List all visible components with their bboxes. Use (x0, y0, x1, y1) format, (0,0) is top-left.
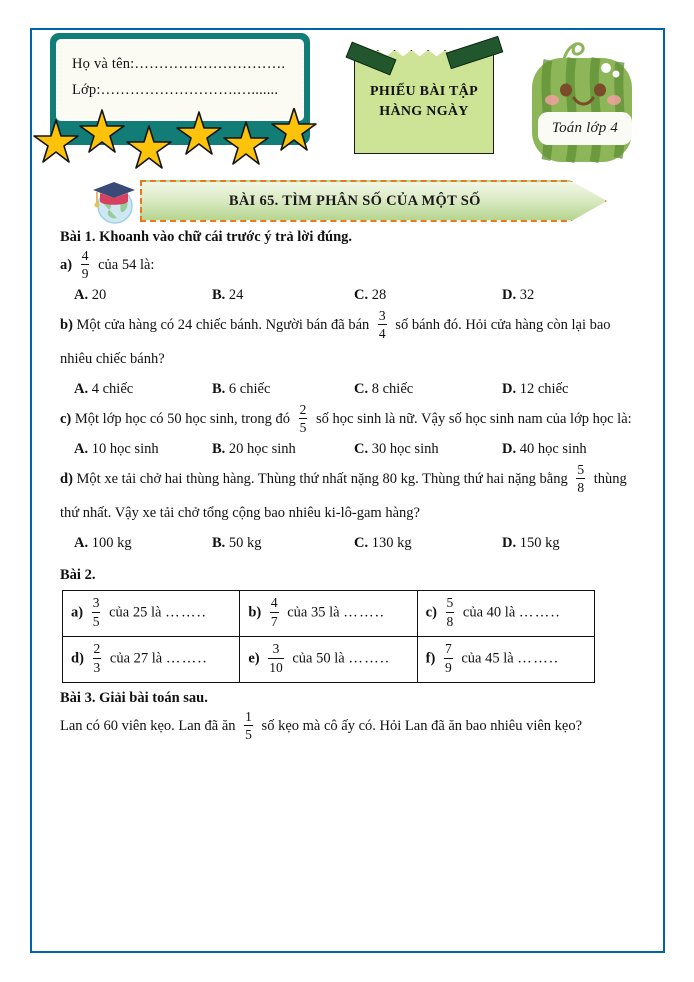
worksheet-body (32, 226, 667, 743)
bai2-heading: Bài 2. (60, 567, 96, 583)
answer-blank[interactable]: …….. (348, 650, 391, 667)
option-value: 12 chiếc (519, 381, 569, 397)
student-info-inner (56, 39, 304, 121)
cell-label: e) (248, 650, 260, 667)
option-b[interactable] (212, 376, 354, 402)
cell-label: b) (248, 604, 262, 621)
fraction-bar (93, 658, 102, 659)
watermelon-mascot (524, 40, 644, 168)
fraction-denominator: 10 (269, 659, 283, 675)
part-label-d: d) (60, 471, 73, 487)
fraction-denominator: 9 (444, 659, 452, 675)
part-b-text-after: số bánh đó. Hỏi cửa hàng còn lại bao nhiêu chiếc bánh? (60, 317, 611, 367)
option-value: 24 (228, 287, 244, 303)
page-border-frame (30, 28, 665, 953)
fraction-denominator: 5 (299, 419, 307, 435)
answer-blank[interactable]: …….. (518, 604, 561, 621)
fraction-bar (270, 612, 279, 613)
cell-text: của 45 là (461, 650, 514, 667)
cell-fraction (92, 642, 103, 674)
option-letter: A. (74, 381, 89, 397)
option-a[interactable] (74, 376, 212, 402)
bai2-table-wrap (32, 586, 667, 683)
fraction-bar (92, 612, 101, 613)
fraction-5-8 (575, 463, 586, 495)
option-value: 30 học sinh (371, 441, 439, 457)
table-cell-b[interactable] (240, 591, 417, 637)
table-cell-f[interactable] (417, 637, 594, 683)
daily-worksheet-note (347, 38, 502, 156)
option-a[interactable] (74, 282, 212, 308)
lesson-title-banner (140, 180, 607, 222)
bai1-options-a (32, 282, 667, 308)
fraction-numerator: 1 (245, 708, 252, 724)
option-value: 20 (91, 287, 107, 303)
student-name-field[interactable]: Họ và tên:…………………………. (72, 56, 286, 72)
cell-label: c) (425, 604, 437, 621)
part-c-text-before: Một lớp học có 50 học sinh, trong đó (74, 411, 290, 427)
fraction-numerator: 5 (577, 461, 585, 477)
bai3-text-before: Lan có 60 viên kẹo. Lan đã ăn (60, 718, 236, 734)
fraction-numerator: 2 (299, 401, 307, 417)
option-value: 40 học sinh (519, 441, 587, 457)
answer-blank[interactable]: …….. (165, 650, 208, 667)
option-letter: B. (212, 287, 226, 303)
cell-text: của 40 là (462, 604, 516, 621)
fraction-numerator: 2 (93, 641, 101, 657)
option-letter: A. (74, 441, 89, 457)
watermelon-mascot-icon (524, 40, 644, 168)
table-row (63, 591, 595, 637)
student-class-field[interactable]: Lớp:……………………….…....... (72, 82, 279, 98)
option-value: 8 chiếc (371, 381, 414, 397)
cell-fraction (445, 596, 456, 628)
bai1-heading: Bài 1. Khoanh vào chữ cái trước ý trả lời đúng. (60, 229, 353, 245)
fraction-numerator: 3 (272, 641, 280, 657)
bai1-part-c (32, 402, 667, 436)
option-d[interactable] (502, 376, 642, 402)
option-letter: B. (212, 441, 226, 457)
fraction-denominator: 3 (93, 659, 101, 675)
option-letter: C. (354, 535, 369, 551)
cell-fraction (269, 596, 280, 628)
cell-fraction (267, 642, 285, 674)
option-letter: B. (212, 381, 226, 397)
option-letter: D. (502, 441, 517, 457)
option-letter: C. (354, 381, 369, 397)
option-letter: D. (502, 535, 517, 551)
part-label-a: a) (60, 257, 73, 273)
answer-blank[interactable]: …….. (343, 604, 386, 621)
answer-blank[interactable]: …….. (517, 650, 560, 667)
fraction-4-9 (80, 249, 91, 281)
bai1-part-d (32, 462, 667, 530)
fraction-denominator: 4 (378, 325, 386, 341)
cell-label: a) (71, 604, 84, 621)
part-b-text-before: Một cửa hàng có 24 chiếc bánh. Người bán đã bán (76, 317, 370, 333)
bai1-part-a (32, 248, 667, 282)
option-b[interactable] (212, 282, 354, 308)
bai1-options-d (32, 530, 667, 556)
fraction-bar (268, 658, 284, 659)
bai1-part-b (32, 308, 667, 376)
option-value: 130 kg (371, 535, 412, 551)
option-c[interactable] (354, 436, 502, 462)
option-letter: C. (354, 287, 369, 303)
option-c[interactable] (354, 282, 502, 308)
option-b[interactable] (212, 436, 354, 462)
fraction-numerator: 7 (444, 641, 452, 657)
fraction-3-4 (377, 309, 388, 341)
option-value: 6 chiếc (228, 381, 271, 397)
option-value: 28 (371, 287, 387, 303)
option-d[interactable] (502, 530, 642, 556)
fraction-numerator: 3 (92, 595, 100, 611)
answer-blank[interactable]: …….. (165, 604, 207, 621)
cell-label: f) (425, 650, 436, 667)
option-letter: A. (74, 535, 89, 551)
fraction-2-5 (298, 403, 309, 435)
fraction-bar (444, 658, 453, 659)
bai2-table (62, 590, 595, 683)
mascot-label: Toán lớp 4 (538, 112, 632, 145)
lesson-title-row (32, 176, 667, 230)
option-letter: B. (212, 535, 226, 551)
option-value: 10 học sinh (91, 441, 159, 457)
bai1-options-b (32, 376, 667, 402)
option-value: 32 (519, 287, 535, 303)
cell-fraction (443, 642, 454, 674)
fraction-denominator: 7 (270, 613, 278, 629)
note-line-1: PHIẾU BÀI TẬP (370, 84, 478, 99)
option-b[interactable] (212, 530, 354, 556)
bai3-problem (32, 709, 667, 743)
table-cell-a[interactable] (63, 591, 240, 637)
fraction-denominator: 5 (245, 726, 252, 742)
option-letter: D. (502, 287, 517, 303)
option-value: 20 học sinh (228, 441, 296, 457)
option-value: 4 chiếc (91, 381, 134, 397)
part-d-text-after: thùng thứ nhất. Vậy xe tải chở tổng cộng bao nhiêu ki-lô-gam hàng? (60, 471, 627, 521)
bai3-text-after: số kẹo mà cô ấy có. Hỏi Lan đã ăn bao nhiêu viên kẹo? (261, 718, 583, 734)
cell-text: của 27 là (109, 650, 163, 667)
table-cell-e[interactable] (240, 637, 417, 683)
note-text (354, 82, 494, 122)
cell-label: d) (71, 650, 84, 667)
graduation-globe-icon (87, 176, 141, 226)
part-c-text-after: số học sinh là nữ. Vậy số học sinh nam của lớp học là: (315, 411, 632, 427)
fraction-numerator: 5 (446, 595, 454, 611)
option-d[interactable] (502, 436, 642, 462)
option-value: 100 kg (91, 535, 132, 551)
option-a[interactable] (74, 530, 212, 556)
fraction-denominator: 5 (92, 613, 100, 629)
option-d[interactable] (502, 282, 642, 308)
note-line-2: HÀNG NGÀY (379, 104, 469, 119)
option-letter: C. (354, 441, 369, 457)
fraction-bar (446, 612, 455, 613)
part-a-text: của 54 là: (98, 257, 155, 273)
cell-text: của 25 là (109, 604, 162, 621)
fraction-1-5 (243, 710, 254, 742)
student-info-box (50, 33, 310, 145)
part-label-c: c) (60, 411, 72, 427)
fraction-numerator: 4 (81, 247, 89, 263)
option-value: 150 kg (519, 535, 560, 551)
fraction-numerator: 4 (270, 595, 278, 611)
fraction-numerator: 3 (378, 307, 386, 323)
table-row (63, 637, 595, 683)
option-a[interactable] (74, 436, 212, 462)
mascot-curl-icon (573, 44, 583, 54)
cell-text: của 35 là (287, 604, 340, 621)
cell-fraction (91, 596, 102, 628)
fraction-denominator: 9 (81, 265, 89, 281)
option-c[interactable] (354, 530, 502, 556)
option-letter: D. (502, 381, 517, 397)
worksheet-header (32, 30, 667, 180)
cell-text: của 50 là (292, 650, 345, 667)
table-cell-c[interactable] (417, 591, 594, 637)
fraction-denominator: 8 (446, 613, 454, 629)
table-cell-d[interactable] (63, 637, 240, 683)
lesson-title-text: BÀI 65. TÌM PHÂN SỐ CỦA MỘT SỐ (228, 192, 481, 209)
bai1-options-c (32, 436, 667, 462)
part-d-text-before: Một xe tải chở hai thùng hàng. Thùng thứ nhất nặng 80 kg. Thùng thứ hai nặng bằng (76, 471, 568, 487)
option-c[interactable] (354, 376, 502, 402)
bai3-heading: Bài 3. Giải bài toán sau. (60, 690, 208, 706)
part-label-b: b) (60, 317, 73, 333)
option-letter: A. (74, 287, 89, 303)
option-value: 50 kg (228, 535, 262, 551)
fraction-denominator: 8 (577, 479, 585, 495)
